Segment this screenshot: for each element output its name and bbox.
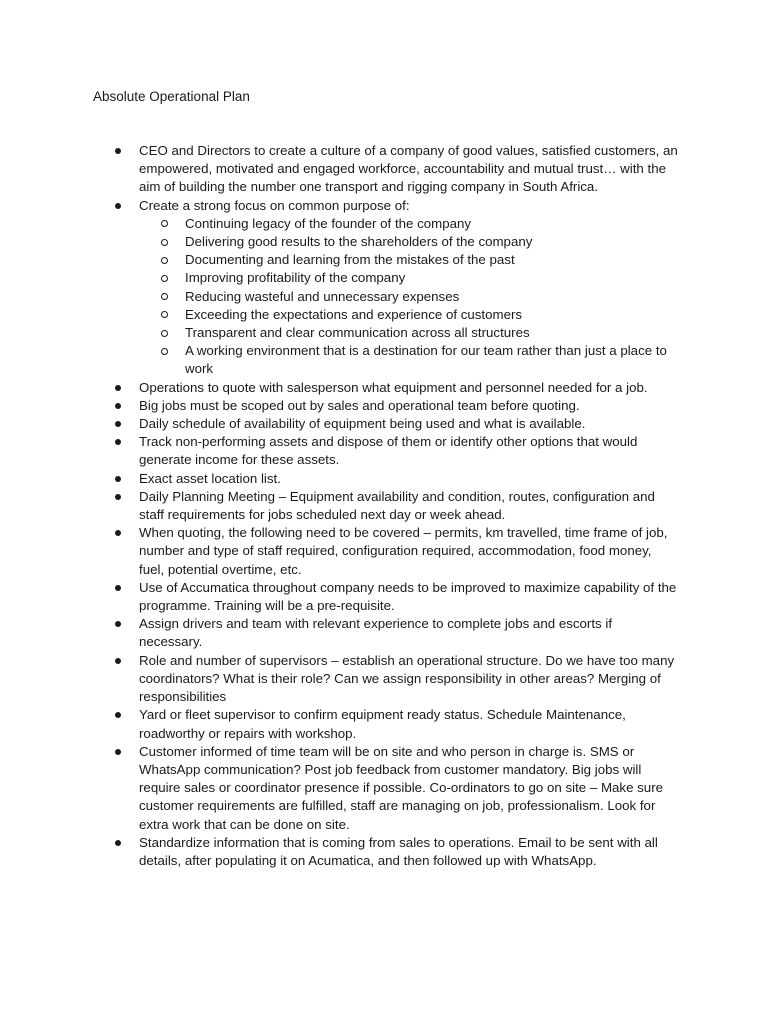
bullet-dot-icon — [115, 439, 121, 445]
list-item — [139, 470, 679, 488]
list-item — [139, 524, 679, 579]
list-item — [139, 743, 679, 834]
sub-list-item — [185, 324, 679, 342]
sub-bullet-text: Improving profitability of the company — [185, 270, 406, 286]
bullet-dot-icon — [115, 203, 121, 209]
bullet-list — [139, 142, 679, 870]
sub-list-item — [185, 233, 679, 251]
bullet-text: Operations to quote with salesperson what equipment and personnel needed for a job. — [139, 379, 648, 395]
bullet-dot-icon — [115, 749, 121, 755]
sub-bullet-text: Reducing wasteful and unnecessary expenses — [185, 288, 460, 304]
bullet-text: Create a strong focus on common purpose of: — [139, 197, 410, 213]
bullet-text: Assign drivers and team with relevant experience to complete jobs and escorts if necessary. — [139, 616, 613, 650]
bullet-text: Yard or fleet supervisor to confirm equipment ready status. Schedule Maintenance, roadworthy or repairs with workshop. — [139, 707, 626, 741]
document-title: Absolute Operational Plan — [93, 89, 250, 104]
bullet-text: Use of Accumatica throughout company needs to be improved to maximize capability of the programme. Training will be a pre-requisite. — [139, 579, 677, 614]
bullet-dot-icon — [115, 476, 121, 482]
list-item — [139, 415, 679, 433]
bullet-text: CEO and Directors to create a culture of a company of good values, satisfied customers, an empowered, motivated and engaged workforce, accountability and mutual trust… with the aim of building the number one transport and rigging company in South Africa. — [139, 143, 678, 195]
sub-list-item — [185, 251, 679, 269]
list-item — [139, 706, 679, 742]
sub-list-item — [185, 269, 679, 287]
list-item — [139, 488, 679, 524]
list-item — [139, 397, 679, 415]
list-item — [139, 652, 679, 707]
bullet-dot-icon — [115, 585, 121, 591]
hollow-circle-bullet-icon — [161, 220, 168, 227]
hollow-circle-bullet-icon — [161, 275, 168, 282]
bullet-text: Track non-performing assets and dispose of them or identify other options that would generate income for these assets. — [139, 434, 638, 468]
sub-bullet-text: Transparent and clear communication across all structures — [185, 325, 530, 341]
list-item — [139, 142, 679, 197]
bullet-dot-icon — [115, 712, 121, 718]
bullet-dot-icon — [115, 840, 121, 846]
bullet-text: Exact asset location list. — [139, 470, 281, 486]
bullet-dot-icon — [115, 385, 121, 391]
sub-bullet-list — [139, 215, 679, 379]
bullet-text: When quoting, the following need to be covered – permits, km travelled, time frame of job, number and type of staff required, configuration required, accommodation, food money, fuel, potential overtime, etc. — [139, 525, 668, 577]
hollow-circle-bullet-icon — [161, 293, 168, 300]
hollow-circle-bullet-icon — [161, 311, 168, 318]
list-item — [139, 197, 679, 379]
bullet-dot-icon — [115, 148, 121, 154]
list-item — [139, 834, 679, 870]
bullet-text: Daily Planning Meeting – Equipment availability and condition, routes, configuration and staff requirements for jobs scheduled next day or week ahead. — [139, 488, 655, 523]
bullet-dot-icon — [115, 530, 121, 536]
sub-bullet-text: Exceeding the expectations and experience of customers — [185, 306, 523, 322]
bullet-dot-icon — [115, 658, 121, 664]
list-item — [139, 379, 679, 397]
hollow-circle-bullet-icon — [161, 239, 168, 246]
sub-list-item — [185, 215, 679, 233]
sub-bullet-text: A working environment that is a destination for our team rather than just a place to work — [185, 343, 667, 377]
sub-list-item — [185, 342, 679, 378]
bullet-text: Daily schedule of availability of equipment being used and what is available. — [139, 416, 586, 432]
hollow-circle-bullet-icon — [161, 330, 168, 337]
bullet-dot-icon — [115, 403, 121, 409]
hollow-circle-bullet-icon — [161, 348, 168, 355]
sub-bullet-text: Delivering good results to the shareholders of the company — [185, 234, 533, 250]
bullet-text: Standardize information that is coming from sales to operations. Email to be sent with all details, after populating it on Acumatica, and then followed up with WhatsApp. — [139, 834, 658, 868]
bullet-text: Customer informed of time team will be on site and who person in charge is. SMS or WhatsApp communication? Post job feedback from customer mandatory. Big jobs will require sales or coordinator presence if possible. Co-ordinators to go on site – Make sure customer requirements are fulfilled, staff are managing on job, professionalism. Look for extra work that can be done on site. — [139, 743, 664, 832]
bullet-text: Role and number of supervisors – establish an operational structure. Do we have too many coordinators? What is their role? Can we assign responsibility in other areas? Merging of responsibilities — [139, 652, 675, 705]
bullet-dot-icon — [115, 494, 121, 500]
bullet-dot-icon — [115, 421, 121, 427]
list-item — [139, 579, 679, 615]
bullet-dot-icon — [115, 621, 121, 627]
list-item — [139, 615, 679, 651]
sub-bullet-text: Continuing legacy of the founder of the company — [185, 215, 472, 231]
sub-bullet-text: Documenting and learning from the mistakes of the past — [185, 252, 515, 268]
sub-list-item — [185, 306, 679, 324]
bullet-text: Big jobs must be scoped out by sales and operational team before quoting. — [139, 397, 580, 413]
sub-list-item — [185, 288, 679, 306]
list-item — [139, 433, 679, 469]
hollow-circle-bullet-icon — [161, 257, 168, 264]
